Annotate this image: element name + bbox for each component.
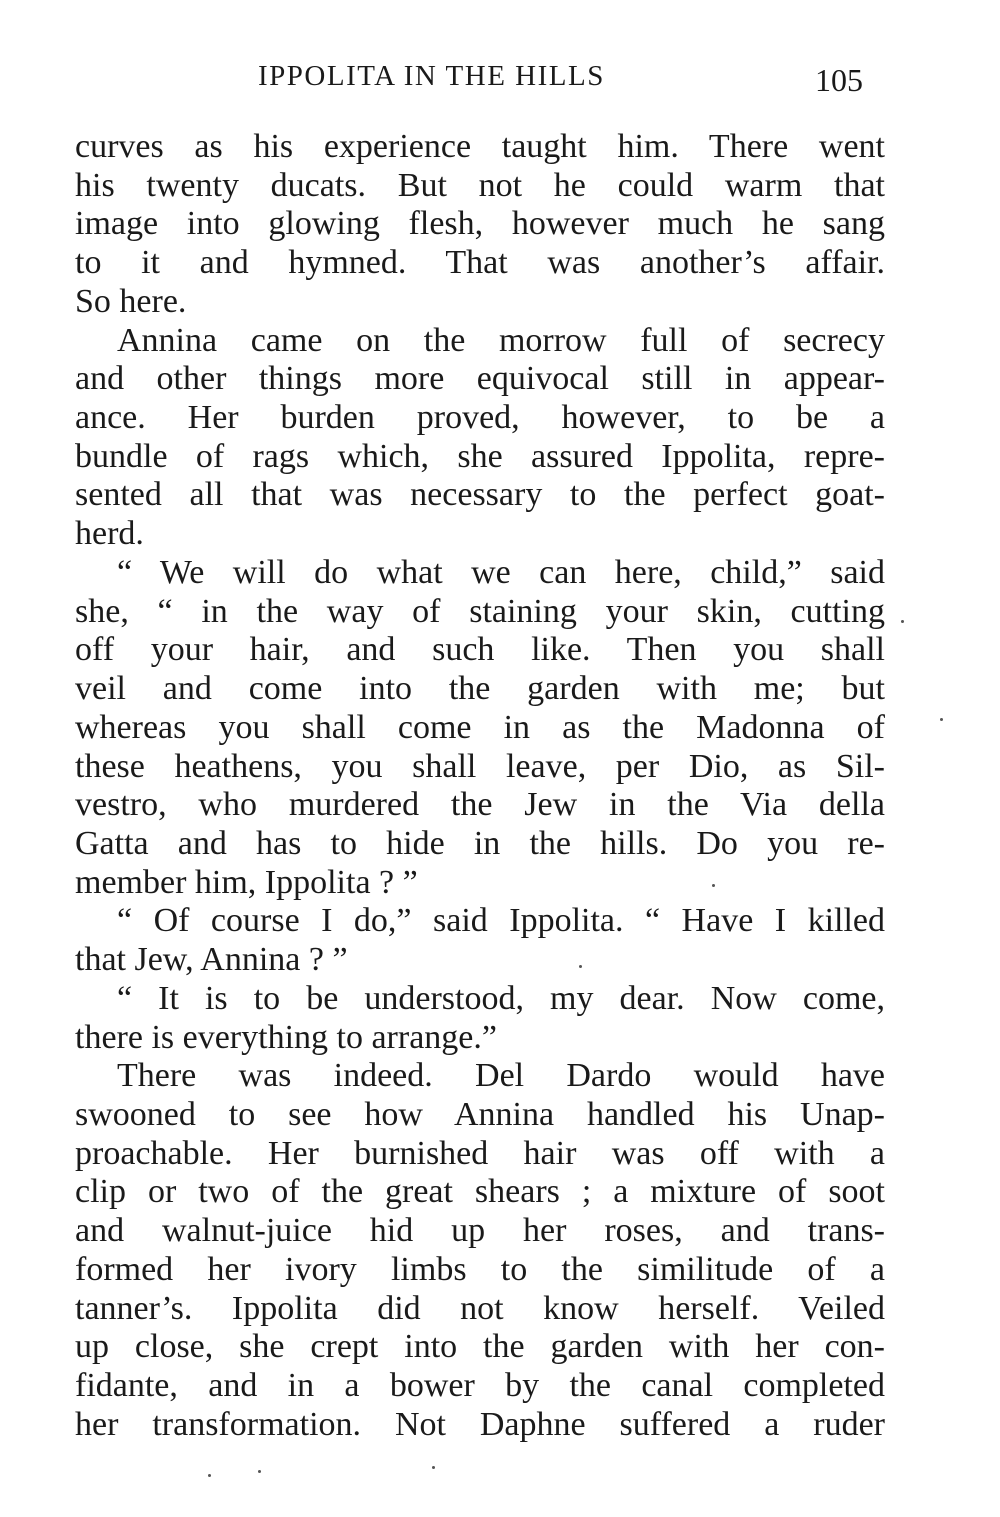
text-line: sented all that was necessary to the perfect goat- [75,476,885,514]
text-line: So here. [75,282,187,320]
text-line: curves as his experience taught him. There went [75,128,885,165]
print-speck [940,718,943,721]
print-speck [208,1474,211,1477]
text-line: veil and come into the garden with me; but [75,670,885,708]
text-line: his twenty ducats. But not he could warm that [75,166,885,204]
text-line: fidante, and in a bower by the canal completed [75,1367,885,1404]
page-number: 105 [815,62,863,98]
text-line: formed her ivory limbs to the similitude of a [75,1250,885,1288]
text-line: “ We will do what we can here, child,” said [117,553,885,591]
running-title: IPPOLITA IN THE HILLS [258,60,605,92]
text-line: proachable. Her burnished hair was off with a [75,1134,885,1172]
text-line: image into glowing flesh, however much he sang [75,205,885,243]
text-line: bundle of rags which, she assured Ippolita, repre- [75,437,885,475]
text-line: vestro, who murdered the Jew in the Via della [75,786,885,824]
text-line: swooned to see how Annina handled his Unap- [75,1095,885,1133]
text-line: up close, she crept into the garden with her con- [75,1328,885,1366]
body-text [75,128,885,1444]
text-line: member him, Ippolita ? ” [75,863,418,901]
print-speck [432,1466,435,1469]
print-speck [901,620,904,623]
text-line: tanner’s. Ippolita did not know herself. Veiled [75,1289,885,1327]
text-line: Annina came on the morrow full of secrecy [117,321,885,359]
text-line: clip or two of the great shears ; a mixture of soot [75,1173,885,1211]
text-line: she, “ in the way of staining your skin, cutting [75,592,885,630]
text-line: herd. [75,515,144,553]
text-line: whereas you shall come in as the Madonna of [75,708,885,746]
text-line: and other things more equivocal still in appear- [75,360,885,398]
text-line: these heathens, you shall leave, per Dio, as Sil- [75,747,885,785]
print-speck [579,965,582,968]
text-line: Gatta and has to hide in the hills. Do you re- [75,824,885,862]
text-line: that Jew, Annina ? ” [75,941,348,979]
text-line: ance. Her burden proved, however, to be a [75,399,885,437]
print-speck [258,1470,261,1473]
text-line: and walnut-juice hid up her roses, and trans- [75,1212,885,1250]
text-line: “ Of course I do,” said Ippolita. “ Have I killed [117,902,885,940]
text-line: there is everything to arrange.” [75,1018,497,1056]
text-line: “ It is to be understood, my dear. Now come, [117,979,885,1017]
text-line: off your hair, and such like. Then you shall [75,631,885,669]
print-speck [712,884,715,887]
running-head [0,52,1000,102]
text-line: her transformation. Not Daphne suffered a ruder [75,1405,885,1443]
text-line: to it and hymned. That was another’s affair. [75,244,885,282]
text-line: There was indeed. Del Dardo would have [117,1057,885,1095]
